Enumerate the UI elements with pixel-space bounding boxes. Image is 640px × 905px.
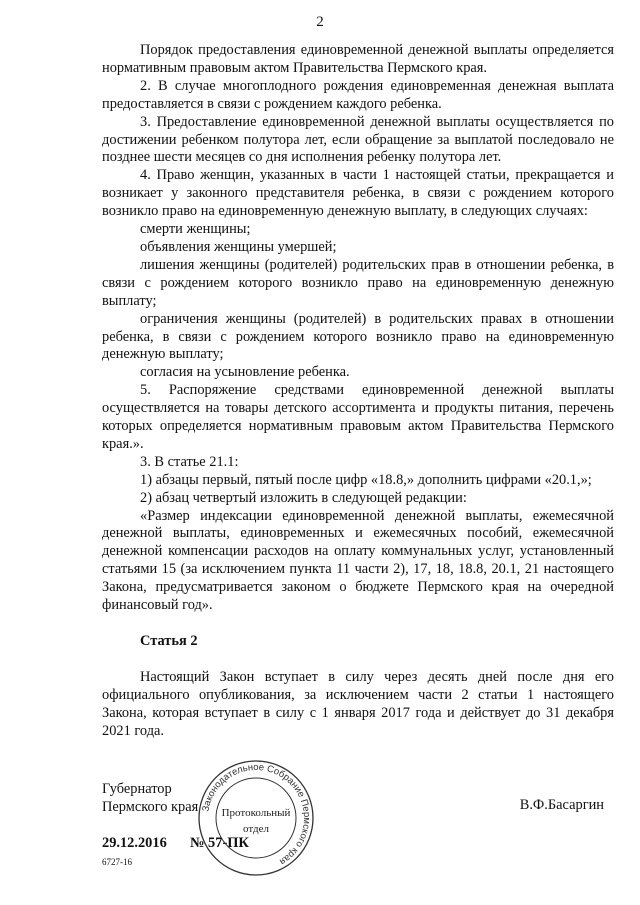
numbered-item: 1) абзацы первый, пятый после цифр «18.8,» дополнить цифрами «20.1,»; [140,471,592,488]
page-number: 2 [316,14,324,30]
signature-name: В.Ф.Басаргин [519,797,604,813]
stamp-center-line1: Протокольный [221,807,291,819]
article-text: Настоящий Закон вступает в силу через десять дней после дня его официального опубликования, за исключением части 2 статьи 1 настоящего Закона, которая вступает в силу с 1 января 2017 года и действует до 31 декабря 2021 года. [102,668,614,739]
paragraph: 5. Распоряжение средствами единовременной денежной выплаты осуществляется на товары детского ассортимента и продукты питания, перечень которых определяется нормативным правовым актом Правительства Пермского края.». [102,382,614,452]
document-code: 6727-16 [102,857,132,867]
law-date: 29.12.2016 [102,835,167,851]
list-item: ограничения женщины (родителей) в родительских правах в отношении ребенка, в связи с рождением которого возникло право на единовременную денежную выплату; [102,310,614,363]
list-item: согласия на усыновление ребенка. [140,364,350,381]
official-stamp [196,758,316,878]
paragraph: 3. Предоставление единовременной денежной выплаты осуществляется по достижении ребенком полутора лет, если обращение за выплатой последовало не позднее шести месяцев со дня исполнения ребенку полутора лет. [102,113,614,166]
law-number: № 57-ПК [190,835,249,851]
stamp-ring-text: Законодательное Собрание Пермского края [200,761,313,868]
list-item: смерти женщины; [140,221,251,238]
paragraph: 3. В статье 21.1: [140,453,239,470]
signature-title [102,780,198,816]
signature-title-line1: Губернатор [102,781,172,797]
list-item: объявления женщины умершей; [140,238,337,255]
stamp-center-line2: отдел [243,823,269,835]
document-body [102,42,614,741]
quoted-paragraph: «Размер индексации единовременной денежной выплаты, ежемесячной денежной выплаты, единовременных и ежемесячных пособий, ежемесячной денежной компенсации расходов на оплату коммунальных услуг, установленный статьями 15 (за исключением пункта 11 части 2), 17, 18, 18.8, 20.1, 21 настоящего Закона, предусматривается законом о бюджете Пермского края на очередной финансовый год». [102,507,614,614]
numbered-item: 2) абзац четвертый изложить в следующей редакции: [140,489,467,506]
paragraph: Порядок предоставления единовременной денежной выплаты определяется нормативным правовым актом Правительства Пермского края. [102,42,614,76]
list-item: лишения женщины (родителей) родительских прав в отношении ребенка, в связи с рождением которого возникло право на единовременную денежную выплату; [102,256,614,309]
signature-title-line2: Пермского края [102,799,199,815]
paragraph: 2. В случае многоплодного рождения единовременная денежная выплата предоставляется в связи с рождением каждого ребенка. [102,77,614,112]
article-heading: Статья 2 [140,633,198,649]
paragraph: 4. Право женщин, указанных в части 1 настоящей статьи, прекращается и возникает у законного представителя ребенка, в связи с рождением которого возникло право на единовременную денежную выплату, в следующих случаях: [102,167,614,220]
